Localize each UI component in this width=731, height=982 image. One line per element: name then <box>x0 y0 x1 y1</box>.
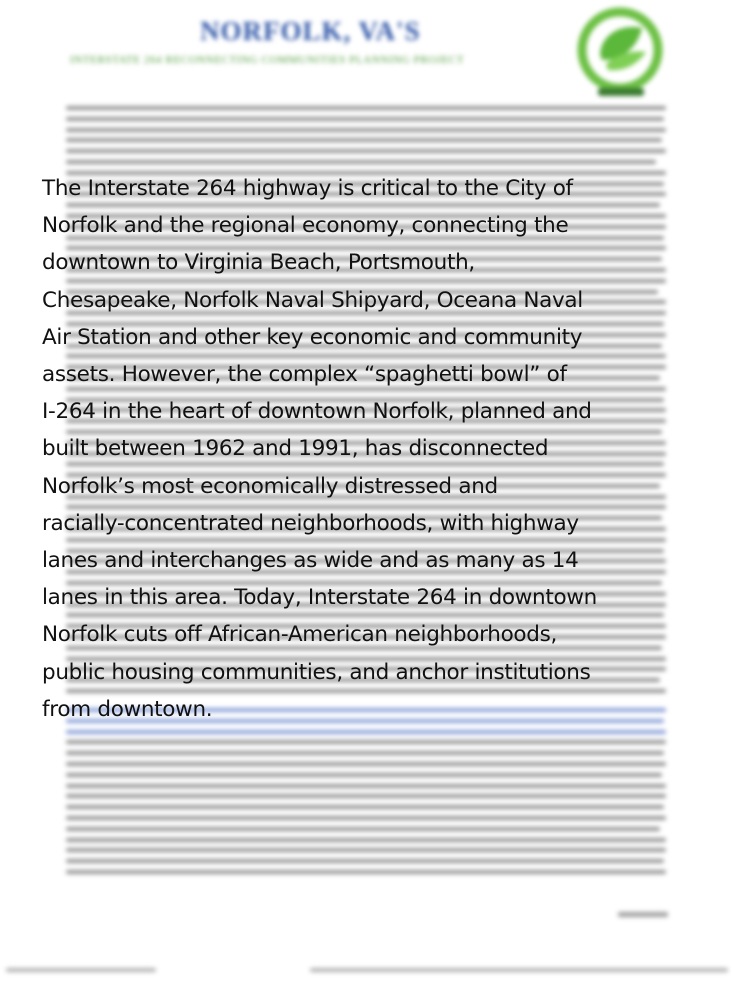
overlay-line: from downtown. <box>42 696 213 722</box>
page-number-blur <box>618 912 668 917</box>
overlay-line: assets. However, the complex “spaghetti bowl” of <box>42 362 567 388</box>
document-title: NORFOLK, VA'S <box>200 16 421 46</box>
blurred-text-block-bottom <box>66 708 666 881</box>
footer-right-blur <box>310 968 728 972</box>
overlay-line: Norfolk cuts off African-American neighborhoods, <box>42 622 558 648</box>
document-subtitle: INTERSTATE 264 RECONNECTING COMMUNITIES PLANNING PROJECT <box>70 54 465 66</box>
overlay-line: Norfolk’s most economically distressed and <box>42 473 498 499</box>
overlay-line: lanes in this area. Today, Interstate 264 in downtown <box>42 585 597 611</box>
overlay-line: I-264 in the heart of downtown Norfolk, planned and <box>42 399 592 425</box>
overlay-line: Norfolk and the regional economy, connecting the <box>42 213 569 239</box>
norfolk-leaf-logo-icon <box>572 2 668 102</box>
overlay-line: Air Station and other key economic and community <box>42 324 583 350</box>
overlay-line: downtown to Virginia Beach, Portsmouth, <box>42 250 475 276</box>
overlay-line: Chesapeake, Norfolk Naval Shipyard, Oceana Naval <box>42 287 583 313</box>
overlay-line: lanes and interchanges as wide and as many as 14 <box>42 548 579 574</box>
footer-left-blur <box>6 968 156 972</box>
overlay-line: built between 1962 and 1991, has disconnected <box>42 436 549 462</box>
overlay-quote <box>42 170 722 728</box>
overlay-line: racially-concentrated neighborhoods, with highway <box>42 510 579 536</box>
overlay-line: public housing communities, and anchor institutions <box>42 659 591 685</box>
overlay-line: The Interstate 264 highway is critical to the City of <box>42 176 573 201</box>
